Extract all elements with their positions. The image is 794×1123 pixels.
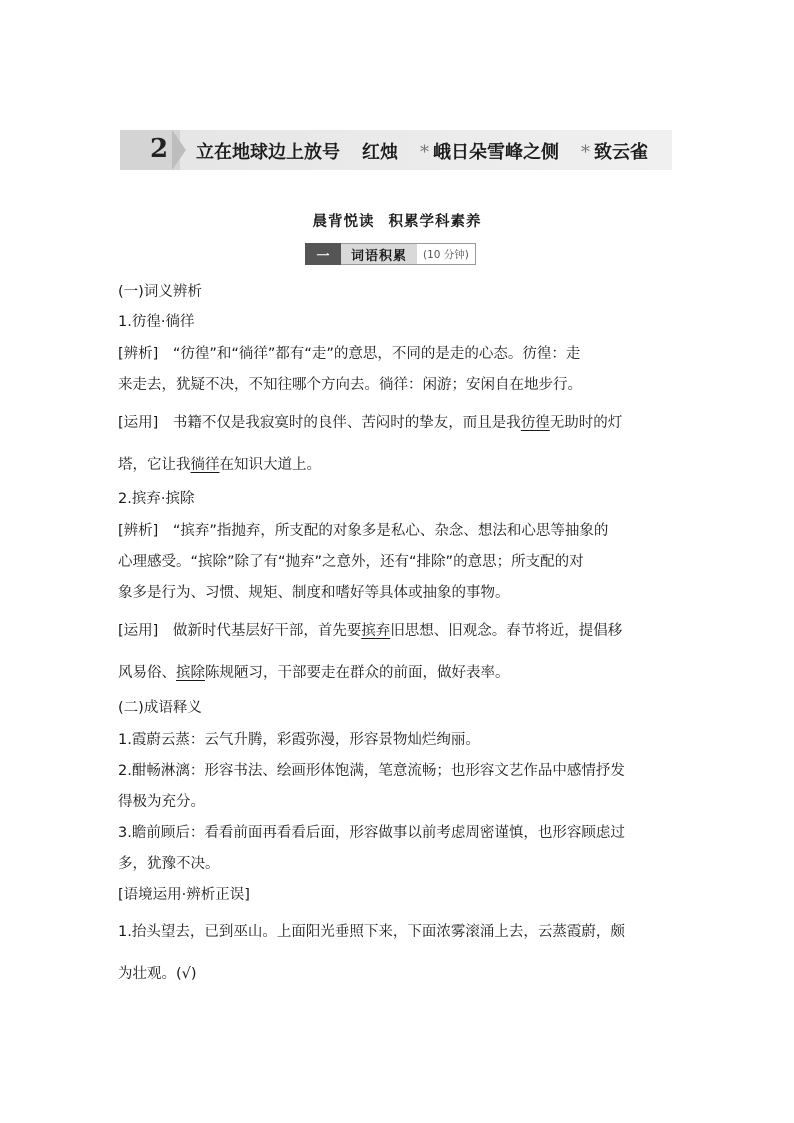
item-title: 2.摈弃·摈除 [118, 491, 195, 507]
lesson-title-3: 峨日朵雪峰之侧 [433, 142, 559, 163]
text-run: 无助时的灯 [549, 415, 623, 431]
tag-number: 一 [305, 243, 341, 265]
usage-line [118, 619, 622, 643]
paragraph-line: 1.霞蔚云蒸：云气升腾，彩霞弥漫，形容景物灿烂绚丽。 [118, 732, 480, 748]
banner-notch [172, 130, 186, 170]
text-run: 陈规陋习，干部要走在群众的前面，做好表率。 [205, 665, 510, 681]
text-run: 塔，它让我 [118, 457, 191, 473]
underlined-word: 摈除 [176, 665, 205, 681]
underlined-word: 徜徉 [190, 457, 220, 473]
tag-time: (10 分钟) [417, 243, 476, 265]
text-run: [运用] 做新时代基层好干部，首先要 [118, 623, 362, 639]
exercise-line: 1.抬头望去，已到巫山。上面阳光垂照下来，下面浓雾滚涌上去，云蒸霞蔚，颇 [118, 924, 625, 940]
text-run: 风易俗、 [118, 665, 176, 681]
section-heading-right: 积累学科素养 [388, 214, 482, 230]
underlined-word: 摈弃 [361, 623, 391, 639]
lesson-banner [120, 130, 672, 170]
underlined-word: 彷徨 [520, 415, 550, 431]
section-heading-left: 晨背悦读 [312, 214, 375, 230]
text-run: 旧思想、旧观念。春节将近，提倡移 [390, 623, 623, 639]
vocab-tag [305, 243, 476, 265]
lesson-title-1: 立在地球边上放号 [196, 142, 340, 163]
subheading-word-analysis: (一)词义辨析 [118, 284, 202, 300]
paragraph-line: 来走去，犹疑不决，不知往哪个方向去。徜徉：闲游；安闲自在地步行。 [118, 377, 582, 393]
paragraph-line: 象多是行为、习惯、规矩、制度和嗜好等具体或抽象的事物。 [118, 585, 510, 601]
paragraph-line: 3.瞻前顾后：看看前面再看看后面，形容做事以前考虑周密谨慎，也形容顾虑过 [118, 825, 625, 841]
text-run: 在知识大道上。 [219, 457, 321, 473]
exercise-line: 为壮观。(√) [118, 966, 197, 982]
item-title: 1.彷徨·徜徉 [118, 314, 195, 330]
paragraph-line: [辨析] “摈弃”指抛弃，所支配的对象多是私心、杂念、想法和心思等抽象的 [118, 523, 609, 539]
star-mark-1: * [420, 142, 429, 163]
subheading-idioms: (二)成语释义 [118, 700, 202, 716]
paragraph-line: 得极为充分。 [118, 794, 205, 810]
paragraph-line: [辨析] “彷徨”和“徜徉”都有“走”的意思，不同的是走的心态。彷徨：走 [118, 346, 581, 362]
paragraph-line: 心理感受。“摈除”除了有“抛弃”之意外，还有“排除”的意思；所支配的对 [118, 554, 584, 570]
lesson-title-2: 红烛 [362, 142, 398, 163]
usage-line [118, 411, 622, 435]
exercise-heading: [语境运用·辨析正误] [118, 887, 250, 903]
usage-line [118, 453, 321, 477]
usage-line [118, 661, 510, 685]
star-mark-2: * [581, 142, 590, 163]
section-heading [0, 210, 794, 231]
text-run: [运用] 书籍不仅是我寂寞时的良伴、苦闷时的挚友，而且是我 [118, 415, 521, 431]
paragraph-line: 2.酣畅淋漓：形容书法、绘画形体饱满，笔意流畅；也形容文艺作品中感情抒发 [118, 763, 625, 779]
lesson-number: 2 [150, 134, 169, 164]
tag-label: 词语积累 [341, 243, 417, 265]
lesson-title-4: 致云雀 [594, 142, 648, 163]
lesson-titles [196, 138, 648, 164]
paragraph-line: 多，犹豫不决。 [118, 856, 220, 872]
